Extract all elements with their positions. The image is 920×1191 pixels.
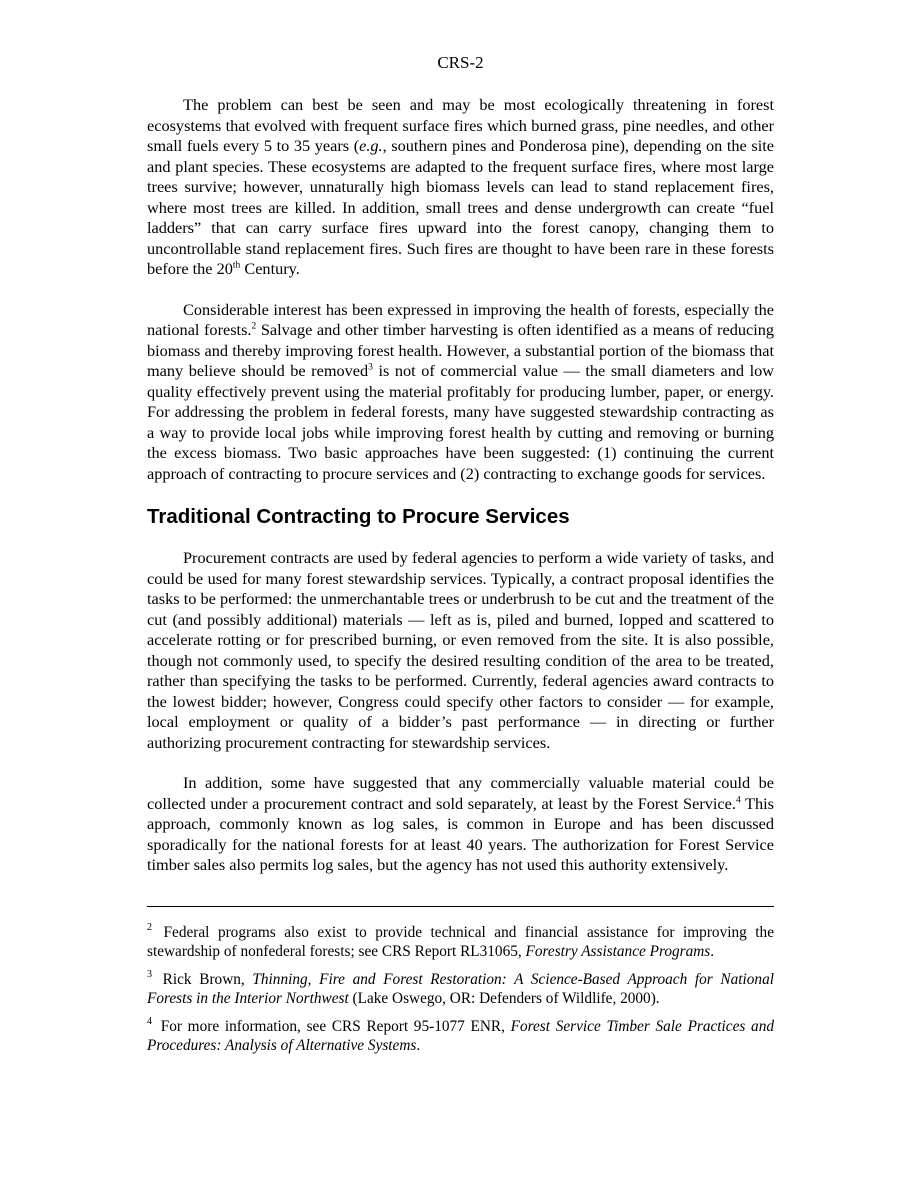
paragraph-text: Considerable interest has been expressed in improving the health of forests, especially the national forests. <box>147 299 774 339</box>
paragraph-log-sales <box>147 773 774 876</box>
paragraph-text: is not of commercial value — the small diameters and low quality effectively prevent using the material profitably for producing lumber, paper, or energy. For addressing the problem in federal forests, many have suggested stewardship contracting as a way to provide local jobs while improving forest health by cutting and removing or burning the excess biomass. Two basic approaches have been suggested: (1) continuing the current approach of contracting to procure services and (2) contracting to exchange goods for services. <box>147 361 774 483</box>
paragraph-text: Century. <box>240 259 300 278</box>
footnote-text: . <box>416 1037 421 1054</box>
footnote-title: Forest Service Timber Sale Practices and Procedures: Analysis of Alternative Systems <box>147 1017 774 1054</box>
footnote-title: Thinning, Fire and Forest Restoration: A Science-Based Approach for National Forests in the Interior Northwest <box>147 970 774 1007</box>
footnote-ref-3[interactable]: 3 <box>368 362 373 373</box>
section-heading: Traditional Contracting to Procure Services <box>147 505 570 528</box>
eg-abbreviation: e.g. <box>359 136 383 155</box>
footnote-2 <box>147 923 774 962</box>
footnote-title: Forestry Assistance Programs <box>525 943 711 960</box>
footnote-ref-4[interactable]: 4 <box>735 795 741 806</box>
footnote-divider <box>147 906 774 907</box>
paragraph-text: , southern pines and Ponderosa pine), depending on the site and plant species. These ecosystems are adapted to the frequent surface fires, where most large trees survive; however, unnaturally high biomass levels can lead to stand replacement fires, where most trees are killed. In addition, small trees and dense undergrowth can create “fuel ladders” that can carry surface fires upward into the forest canopy, changing them to uncontrollable stand replacement fires. Such fires are thought to have been rare in these forests before the 20 <box>147 136 774 278</box>
paragraph-fire-ecosystems <box>147 95 774 280</box>
footnote-number: 3 <box>147 969 152 981</box>
document-page <box>147 52 774 1064</box>
footnote-number: 2 <box>147 922 152 934</box>
paragraph-text: This approach, commonly known as log sales, is common in Europe and has been discussed sporadically for the national forests for at least 40 years. The authorization for Forest Service timber sales also permits log sales, but the agency has not used this authority extensively. <box>147 793 774 874</box>
footnote-text: Rick Brown, <box>155 970 253 988</box>
footnote-text: . <box>710 943 715 960</box>
paragraph-forest-health <box>147 300 774 485</box>
footnote-number: 4 <box>147 1016 152 1028</box>
paragraph-text: The problem can best be seen and may be most ecologically threatening in forest ecosystems that evolved with frequent surface fires which burned grass, pine needles, and other small fuels every 5 to 35 years ( <box>147 95 774 155</box>
ordinal-suffix: th <box>232 260 241 271</box>
footnote-ref-2[interactable]: 2 <box>251 321 257 332</box>
footnote-3 <box>147 970 774 1009</box>
paragraph-procurement-contracts: Procurement contracts are used by federal agencies to perform a wide variety of tasks, and could be used for many forest stewardship services. Typically, a contract proposal identifies the tasks to be performed: the unmerchantable trees or underbrush to be cut and the treatment of the cut (and possibly additional) materials — left as is, piled and burned, lopped and scattered to accelerate rotting or for prescribed burning, or even removed from the site. It is also possible, though not commonly used, to specify the desired resulting condition of the area to be treated, rather than specifying the tasks to be performed. Currently, federal agencies award contracts to the lowest bidder; however, Congress could specify other factors to consider — for example, local employment or quality of a bidder’s past performance — in directing or further authorizing procurement contracting for stewardship services. <box>147 548 774 752</box>
footnote-4 <box>147 1017 774 1056</box>
page-header: CRS-2 <box>437 53 484 72</box>
footnote-text: (Lake Oswego, OR: Defenders of Wildlife, 2000). <box>348 990 660 1007</box>
paragraph-text: In addition, some have suggested that any commercially valuable material could be collected under a procurement contract and sold separately, at least by the Forest Service. <box>147 773 774 813</box>
footnote-text: For more information, see CRS Report 95-1077 ENR, <box>155 1017 511 1035</box>
paragraph-text: Salvage and other timber harvesting is often identified as a means of reducing biomass and thereby improving forest health. However, a substantial portion of the biomass that many believe should be removed <box>147 320 775 380</box>
footnote-text: Federal programs also exist to provide technical and financial assistance for improving the stewardship of nonfederal forests; see CRS Report RL31065, <box>147 923 774 960</box>
